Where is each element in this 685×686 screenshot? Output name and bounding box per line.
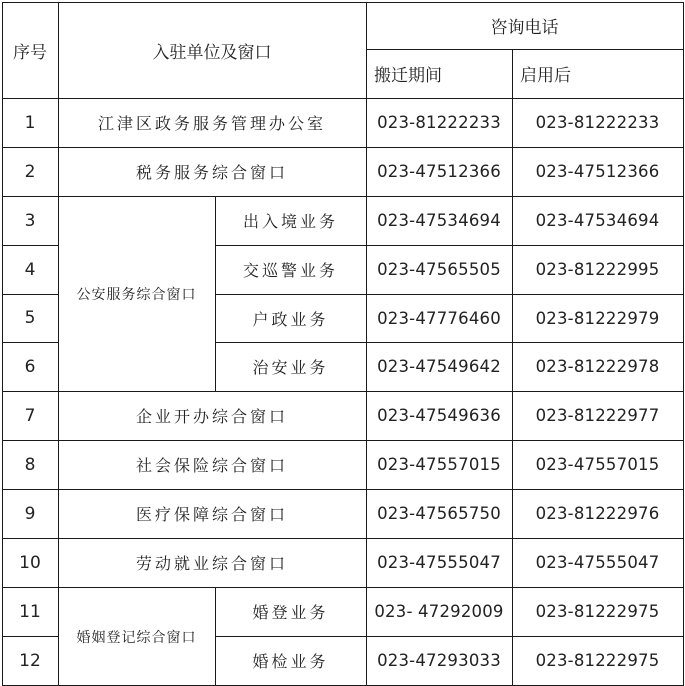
row-index: 7 (24, 405, 36, 426)
row-phone-after-launch: 023-81222976 (535, 504, 660, 523)
header-after-launch: 启用后 (520, 66, 571, 86)
row-phone-during-move: 023-47534694 (377, 211, 501, 230)
row-unit-name: 社会保险综合窗口 (135, 456, 288, 475)
row-phone-during-move: 023-47549642 (377, 357, 501, 376)
row-phone-during-move: 023-47557015 (377, 455, 501, 474)
row-index: 1 (24, 112, 36, 133)
row-phone-during-move: 023- 47292009 (374, 602, 504, 621)
row-sub-service: 户政业务 (252, 309, 329, 329)
row-phone-during-move: 023-47549636 (377, 406, 501, 425)
row-sub-service: 婚登业务 (252, 603, 329, 622)
row-unit-name: 劳动就业综合窗口 (135, 554, 288, 573)
row-phone-after-launch: 023-47557015 (535, 455, 660, 474)
row-sub-service: 交巡警业务 (242, 261, 338, 280)
row-sub-service: 婚检业务 (252, 652, 329, 671)
row-phone-after-launch: 023-81222975 (535, 651, 660, 670)
header-phone-group: 咨询电话 (490, 18, 559, 38)
row-index: 10 (19, 552, 41, 573)
row-index: 6 (24, 356, 36, 377)
row-phone-after-launch: 023-81222979 (535, 308, 660, 328)
row-index: 5 (24, 308, 36, 328)
row-phone-after-launch: 023-47512366 (535, 162, 660, 181)
group-public-security: 公安服务综合窗口 (76, 286, 197, 303)
row-sub-service: 治安业务 (252, 358, 329, 377)
row-phone-after-launch: 023-81222977 (535, 406, 660, 425)
row-phone-after-launch: 023-81222978 (535, 357, 660, 376)
group-marriage: 婚姻登记综合窗口 (76, 629, 197, 646)
row-phone-after-launch: 023-47534694 (535, 211, 660, 230)
row-unit-name: 江津区政务服务管理办公室 (97, 114, 326, 133)
row-index: 8 (24, 454, 36, 475)
row-index: 4 (24, 259, 36, 280)
row-index: 11 (19, 601, 41, 622)
row-sub-service: 出入境业务 (242, 212, 338, 231)
header-unit: 入驻单位及窗口 (152, 42, 272, 63)
row-phone-after-launch: 023-81222975 (535, 602, 660, 621)
row-phone-during-move: 023-81222233 (377, 113, 501, 132)
header-during-move: 搬迁期间 (374, 66, 442, 86)
row-phone-after-launch: 023-81222995 (535, 260, 660, 279)
row-phone-during-move: 023-47565505 (377, 260, 501, 279)
header-index: 序号 (13, 42, 47, 63)
row-unit-name: 企业开办综合窗口 (135, 407, 288, 426)
row-index: 2 (24, 161, 36, 182)
row-unit-name: 税务服务综合窗口 (135, 163, 288, 182)
row-phone-after-launch: 023-47555047 (535, 553, 660, 572)
row-index: 12 (19, 650, 41, 671)
row-index: 3 (24, 210, 36, 231)
row-phone-during-move: 023-47776460 (377, 308, 501, 328)
row-phone-after-launch: 023-81222233 (535, 113, 660, 132)
row-phone-during-move: 023-47293033 (377, 651, 501, 670)
row-phone-during-move: 023-47565750 (377, 504, 501, 523)
row-phone-during-move: 023-47555047 (377, 553, 501, 572)
row-unit-name: 医疗保障综合窗口 (135, 505, 288, 524)
row-phone-during-move: 023-47512366 (377, 162, 501, 181)
row-index: 9 (24, 503, 36, 524)
